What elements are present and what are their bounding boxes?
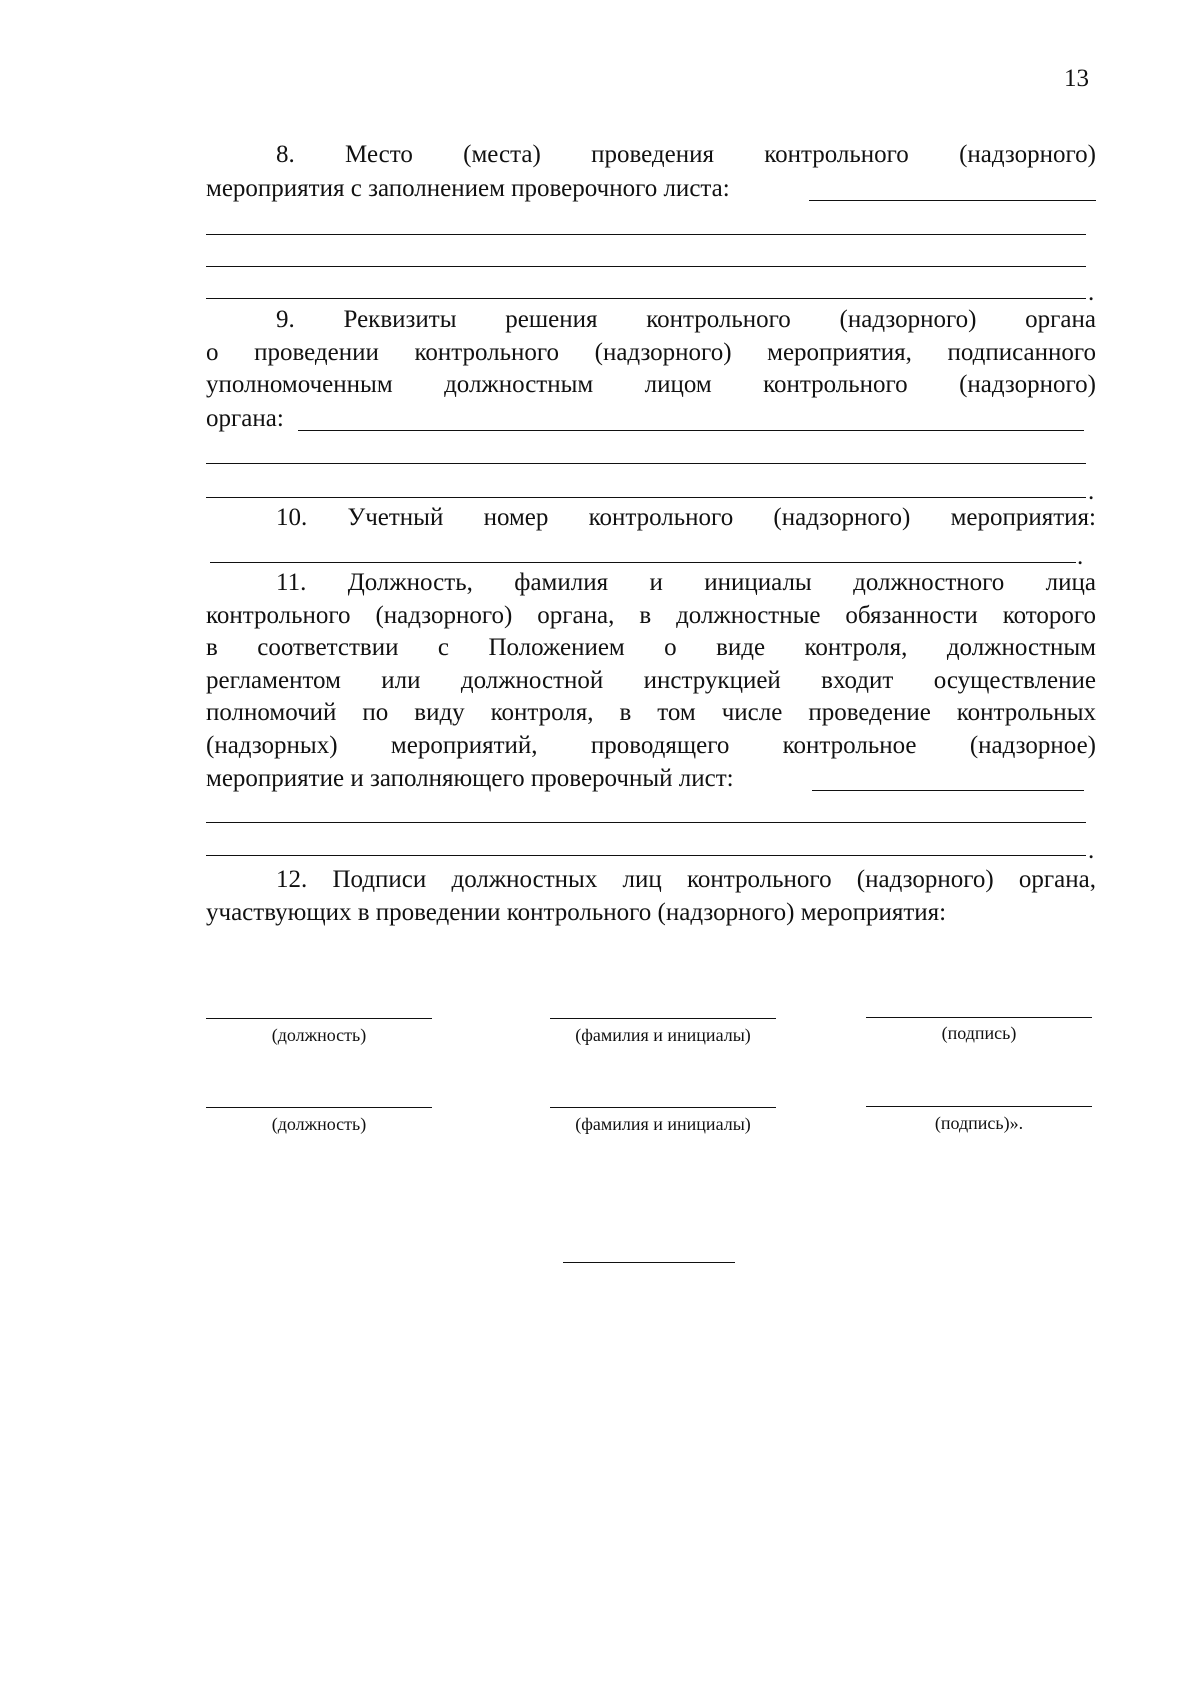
item9-fill-line-3 xyxy=(206,497,1086,498)
item8-line1: 8. Место (места) проведения контрольного (надзорного) xyxy=(276,141,1096,168)
sig1-name-caption: (фамилия и инициалы) xyxy=(575,1025,751,1045)
sig1-name-line xyxy=(550,1018,776,1019)
item11-line1: 11. Должность, фамилия и инициалы должностного лица xyxy=(276,569,1096,596)
item11-end-period: . xyxy=(1088,837,1095,864)
item9-fill-line-1 xyxy=(298,430,1084,431)
sig2-position-caption: (должность) xyxy=(271,1114,367,1134)
item8-line2-row xyxy=(206,172,1096,205)
page-number: 13 xyxy=(1064,65,1089,92)
item12-line1: 12. Подписи должностных лиц контрольного (надзорного) органа, xyxy=(276,866,1096,893)
item8-fill-line-1 xyxy=(809,200,1096,201)
item8-end-period: . xyxy=(1088,279,1095,306)
sig1-signature-line xyxy=(866,1017,1092,1018)
item11-line4: регламентом или должностной инструкцией входит осуществление xyxy=(206,666,1096,694)
item9-last-row xyxy=(206,402,1096,435)
item8-fill-line-4 xyxy=(206,298,1086,299)
sig1-position-line xyxy=(206,1018,432,1019)
item8-fill-line-3 xyxy=(206,266,1086,267)
sig2-signature-line xyxy=(866,1106,1092,1107)
item11-fill-line-3 xyxy=(206,855,1086,856)
item9-last-label: органа: xyxy=(206,405,284,432)
item10-fill-line xyxy=(210,562,1076,563)
item9-text xyxy=(206,304,1096,402)
item11-fill-line-2 xyxy=(206,822,1086,823)
sig1-signature-caption: (подпись) xyxy=(941,1023,1017,1043)
sig2-signature-caption: (подпись)». xyxy=(934,1113,1024,1133)
closing-separator-line xyxy=(563,1262,735,1263)
item9-fill-line-2 xyxy=(206,463,1086,464)
item11-fill-line-1 xyxy=(812,790,1084,791)
sig2-position-line xyxy=(206,1107,432,1108)
item10-end-period: . xyxy=(1077,543,1084,570)
item12-line2: участвующих в проведении контрольного (надзорного) мероприятия: xyxy=(206,899,947,926)
item9-line3: уполномоченным должностным лицом контрольного (надзорного) xyxy=(206,371,1096,398)
item11-line5: полномочий по виду контроля, в том числе проведение контрольных xyxy=(206,699,1096,726)
sig1-position-caption: (должность) xyxy=(271,1025,367,1045)
item11-last-label: мероприятие и заполняющего проверочный лист: xyxy=(206,765,734,792)
item10-line1: 10. Учетный номер контрольного (надзорного) мероприятия: xyxy=(276,504,1096,531)
sig2-name-line xyxy=(550,1107,776,1108)
sig2-name-caption: (фамилия и инициалы) xyxy=(575,1114,751,1134)
item11-line6: (надзорных) мероприятий, проводящего контрольное (надзорное) xyxy=(206,731,1096,759)
item11-text xyxy=(206,567,1096,762)
item8-fill-line-2 xyxy=(206,234,1086,235)
item11-line2: контрольного (надзорного) органа, в должностные обязанности которого xyxy=(206,601,1096,629)
item9-line2: о проведении контрольного (надзорного) мероприятия, подписанного xyxy=(206,338,1096,366)
item9-end-period: . xyxy=(1088,478,1095,505)
item8-line2-label: мероприятия с заполнением проверочного листа: xyxy=(206,175,730,202)
item9-line1: 9. Реквизиты решения контрольного (надзорного) органа xyxy=(276,306,1096,333)
item11-line3: в соответствии с Положением о виде контроля, должностным xyxy=(206,634,1096,661)
item11-last-row xyxy=(206,762,1096,795)
